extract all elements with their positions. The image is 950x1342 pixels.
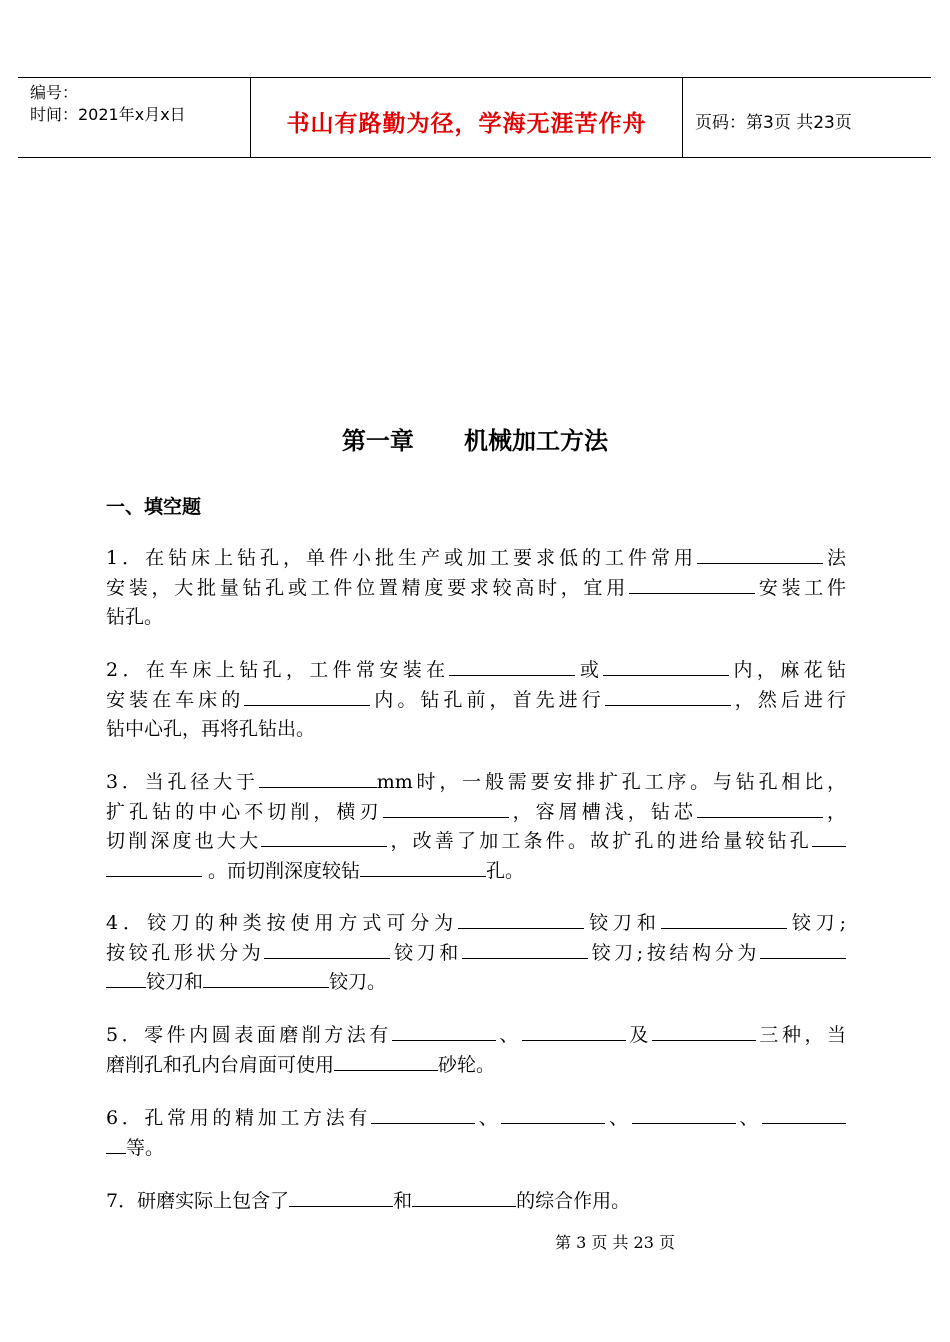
question-7 <box>106 1187 846 1217</box>
q5-text: 5．零件内圆表面磨削方法有 <box>106 1024 392 1046</box>
q2-text: 或 <box>575 659 604 681</box>
q3-text: 切削深度也大大 <box>106 830 262 852</box>
fill-blank[interactable] <box>334 1052 438 1071</box>
fill-blank[interactable] <box>762 1105 846 1124</box>
q4-text: 按铰孔形状分为 <box>106 941 265 964</box>
question-4 <box>106 909 846 998</box>
fill-blank[interactable] <box>812 828 846 847</box>
q4-line-3 <box>106 968 846 998</box>
fill-blank[interactable] <box>697 799 823 818</box>
fill-blank[interactable] <box>261 828 387 847</box>
section-title: 一、填空题 <box>106 496 202 518</box>
q2-text: 钻中心孔，再将孔钻出。 <box>106 718 316 740</box>
fill-blank[interactable] <box>603 657 729 676</box>
q2-text: 安装在车床的 <box>106 688 245 711</box>
q6-text: 6．孔常用的精加工方法有 <box>106 1107 371 1129</box>
q2-line-3 <box>106 715 846 745</box>
fill-blank[interactable] <box>360 858 486 877</box>
q1-text: 安装，大批量钻孔或工件位置精度要求较高时，宜用 <box>106 576 630 599</box>
q6-line-2 <box>106 1134 846 1164</box>
fill-blank[interactable] <box>501 1105 605 1124</box>
q3-text: 3．当孔径大于 <box>106 771 259 793</box>
q5-line-1 <box>106 1021 846 1051</box>
fill-blank[interactable] <box>760 940 846 959</box>
q3-text: 。而切削深度较钻 <box>202 859 361 882</box>
page-footer: 第 3 页 共 23 页 <box>555 1233 675 1252</box>
fill-blank[interactable] <box>371 1105 475 1124</box>
q1-line-2 <box>106 574 846 604</box>
fill-blank[interactable] <box>259 769 377 788</box>
question-3 <box>106 768 846 886</box>
fill-blank[interactable] <box>383 799 509 818</box>
q1-text: 法 <box>822 547 846 569</box>
q3-text: ， <box>822 800 846 823</box>
motto: 书山有路勤为径，学海无涯苦作舟 <box>286 111 647 137</box>
q1-text: 钻孔。 <box>106 606 164 628</box>
q1-line-1 <box>106 544 846 574</box>
q2-text: 内，麻花钻 <box>729 659 846 681</box>
fill-blank[interactable] <box>652 1022 756 1041</box>
q3-text: ，容屑槽浅，钻芯 <box>508 800 697 823</box>
fill-blank[interactable] <box>605 687 731 706</box>
q3-line-3 <box>106 827 846 857</box>
q7-text: 7．研磨实际上包含了 <box>106 1190 290 1212</box>
header-motto-cell <box>251 78 683 157</box>
q6-line-1 <box>106 1104 846 1134</box>
header-meta-cell <box>18 78 251 157</box>
q1-text: 安装工件 <box>755 576 846 599</box>
fill-blank[interactable] <box>106 1135 126 1154</box>
q4-text: 4．铰刀的种类按使用方式可分为 <box>106 912 459 934</box>
fill-blank[interactable] <box>449 657 575 676</box>
fill-blank[interactable] <box>289 1188 393 1207</box>
q3-text: 孔。 <box>486 859 525 882</box>
q4-text: 铰刀;按结构分为 <box>587 941 760 964</box>
q4-line-2 <box>106 939 846 969</box>
fill-blank[interactable] <box>106 858 202 877</box>
q3-line-1 <box>106 768 846 798</box>
q7-line-1 <box>106 1187 846 1217</box>
time-label: 时间：2021年x月x日 <box>30 105 186 124</box>
fill-blank[interactable] <box>203 969 329 988</box>
header-page-cell <box>683 78 931 157</box>
q3-line-2 <box>106 798 846 828</box>
page-header <box>18 77 931 158</box>
question-1 <box>106 544 846 633</box>
fill-blank[interactable] <box>697 545 823 564</box>
q5-text: 砂轮。 <box>438 1053 496 1076</box>
q5-text: 、 <box>495 1024 522 1046</box>
q3-line-4 <box>106 857 846 887</box>
fill-blank[interactable] <box>661 910 787 929</box>
fill-blank[interactable] <box>392 1022 496 1041</box>
q4-line-1 <box>106 909 846 939</box>
serial-label: 编号： <box>30 83 79 102</box>
q7-text: 的综合作用。 <box>516 1190 631 1212</box>
q4-text: 铰刀; <box>786 912 846 934</box>
chapter-title: 第一章 机械加工方法 <box>341 427 609 455</box>
q2-line-1 <box>106 656 846 686</box>
q5-text: 三种，当 <box>755 1024 846 1046</box>
q6-text: 、 <box>605 1107 632 1129</box>
q5-line-2 <box>106 1051 846 1081</box>
fill-blank[interactable] <box>458 910 584 929</box>
fill-blank[interactable] <box>522 1022 626 1041</box>
q2-text: 2．在车床上钻孔，工件常安装在 <box>106 659 450 681</box>
q2-text: ，然后进行 <box>730 688 846 711</box>
q7-text: 和 <box>393 1190 413 1212</box>
fill-blank[interactable] <box>629 575 755 594</box>
q6-text: 、 <box>735 1107 762 1129</box>
q3-text: mm时，一般需要安排扩孔工序。与钻孔相比， <box>376 771 846 793</box>
q6-text: 等。 <box>126 1136 165 1159</box>
question-5 <box>106 1021 846 1080</box>
q4-text: 铰刀。 <box>329 971 387 993</box>
q3-text: 扩孔钻的中心不切削，横刃 <box>106 800 383 823</box>
q4-text: 铰刀和 <box>146 971 204 993</box>
fill-blank[interactable] <box>632 1105 736 1124</box>
q4-text: 铰刀和 <box>390 941 462 964</box>
page-code: 页码：第3页 共23页 <box>695 113 852 133</box>
q5-text: 及 <box>625 1024 652 1046</box>
q5-text: 磨削孔和孔内台肩面可使用 <box>106 1053 335 1076</box>
fill-blank[interactable] <box>264 940 390 959</box>
question-2 <box>106 656 846 745</box>
q4-text: 铰刀和 <box>584 912 661 934</box>
q1-text: 1．在钻床上钻孔，单件小批生产或加工要求低的工件常用 <box>106 547 697 569</box>
fill-blank[interactable] <box>462 940 588 959</box>
q1-line-3 <box>106 603 846 633</box>
fill-blank[interactable] <box>412 1188 516 1207</box>
q6-text: 、 <box>475 1107 502 1129</box>
q3-text: ，改善了加工条件。故扩孔的进给量较钻孔 <box>387 830 812 852</box>
fill-blank[interactable] <box>106 969 146 988</box>
q2-text: 内。钻孔前，首先进行 <box>370 688 605 711</box>
fill-blank[interactable] <box>244 687 370 706</box>
question-6 <box>106 1104 846 1163</box>
q2-line-2 <box>106 686 846 716</box>
